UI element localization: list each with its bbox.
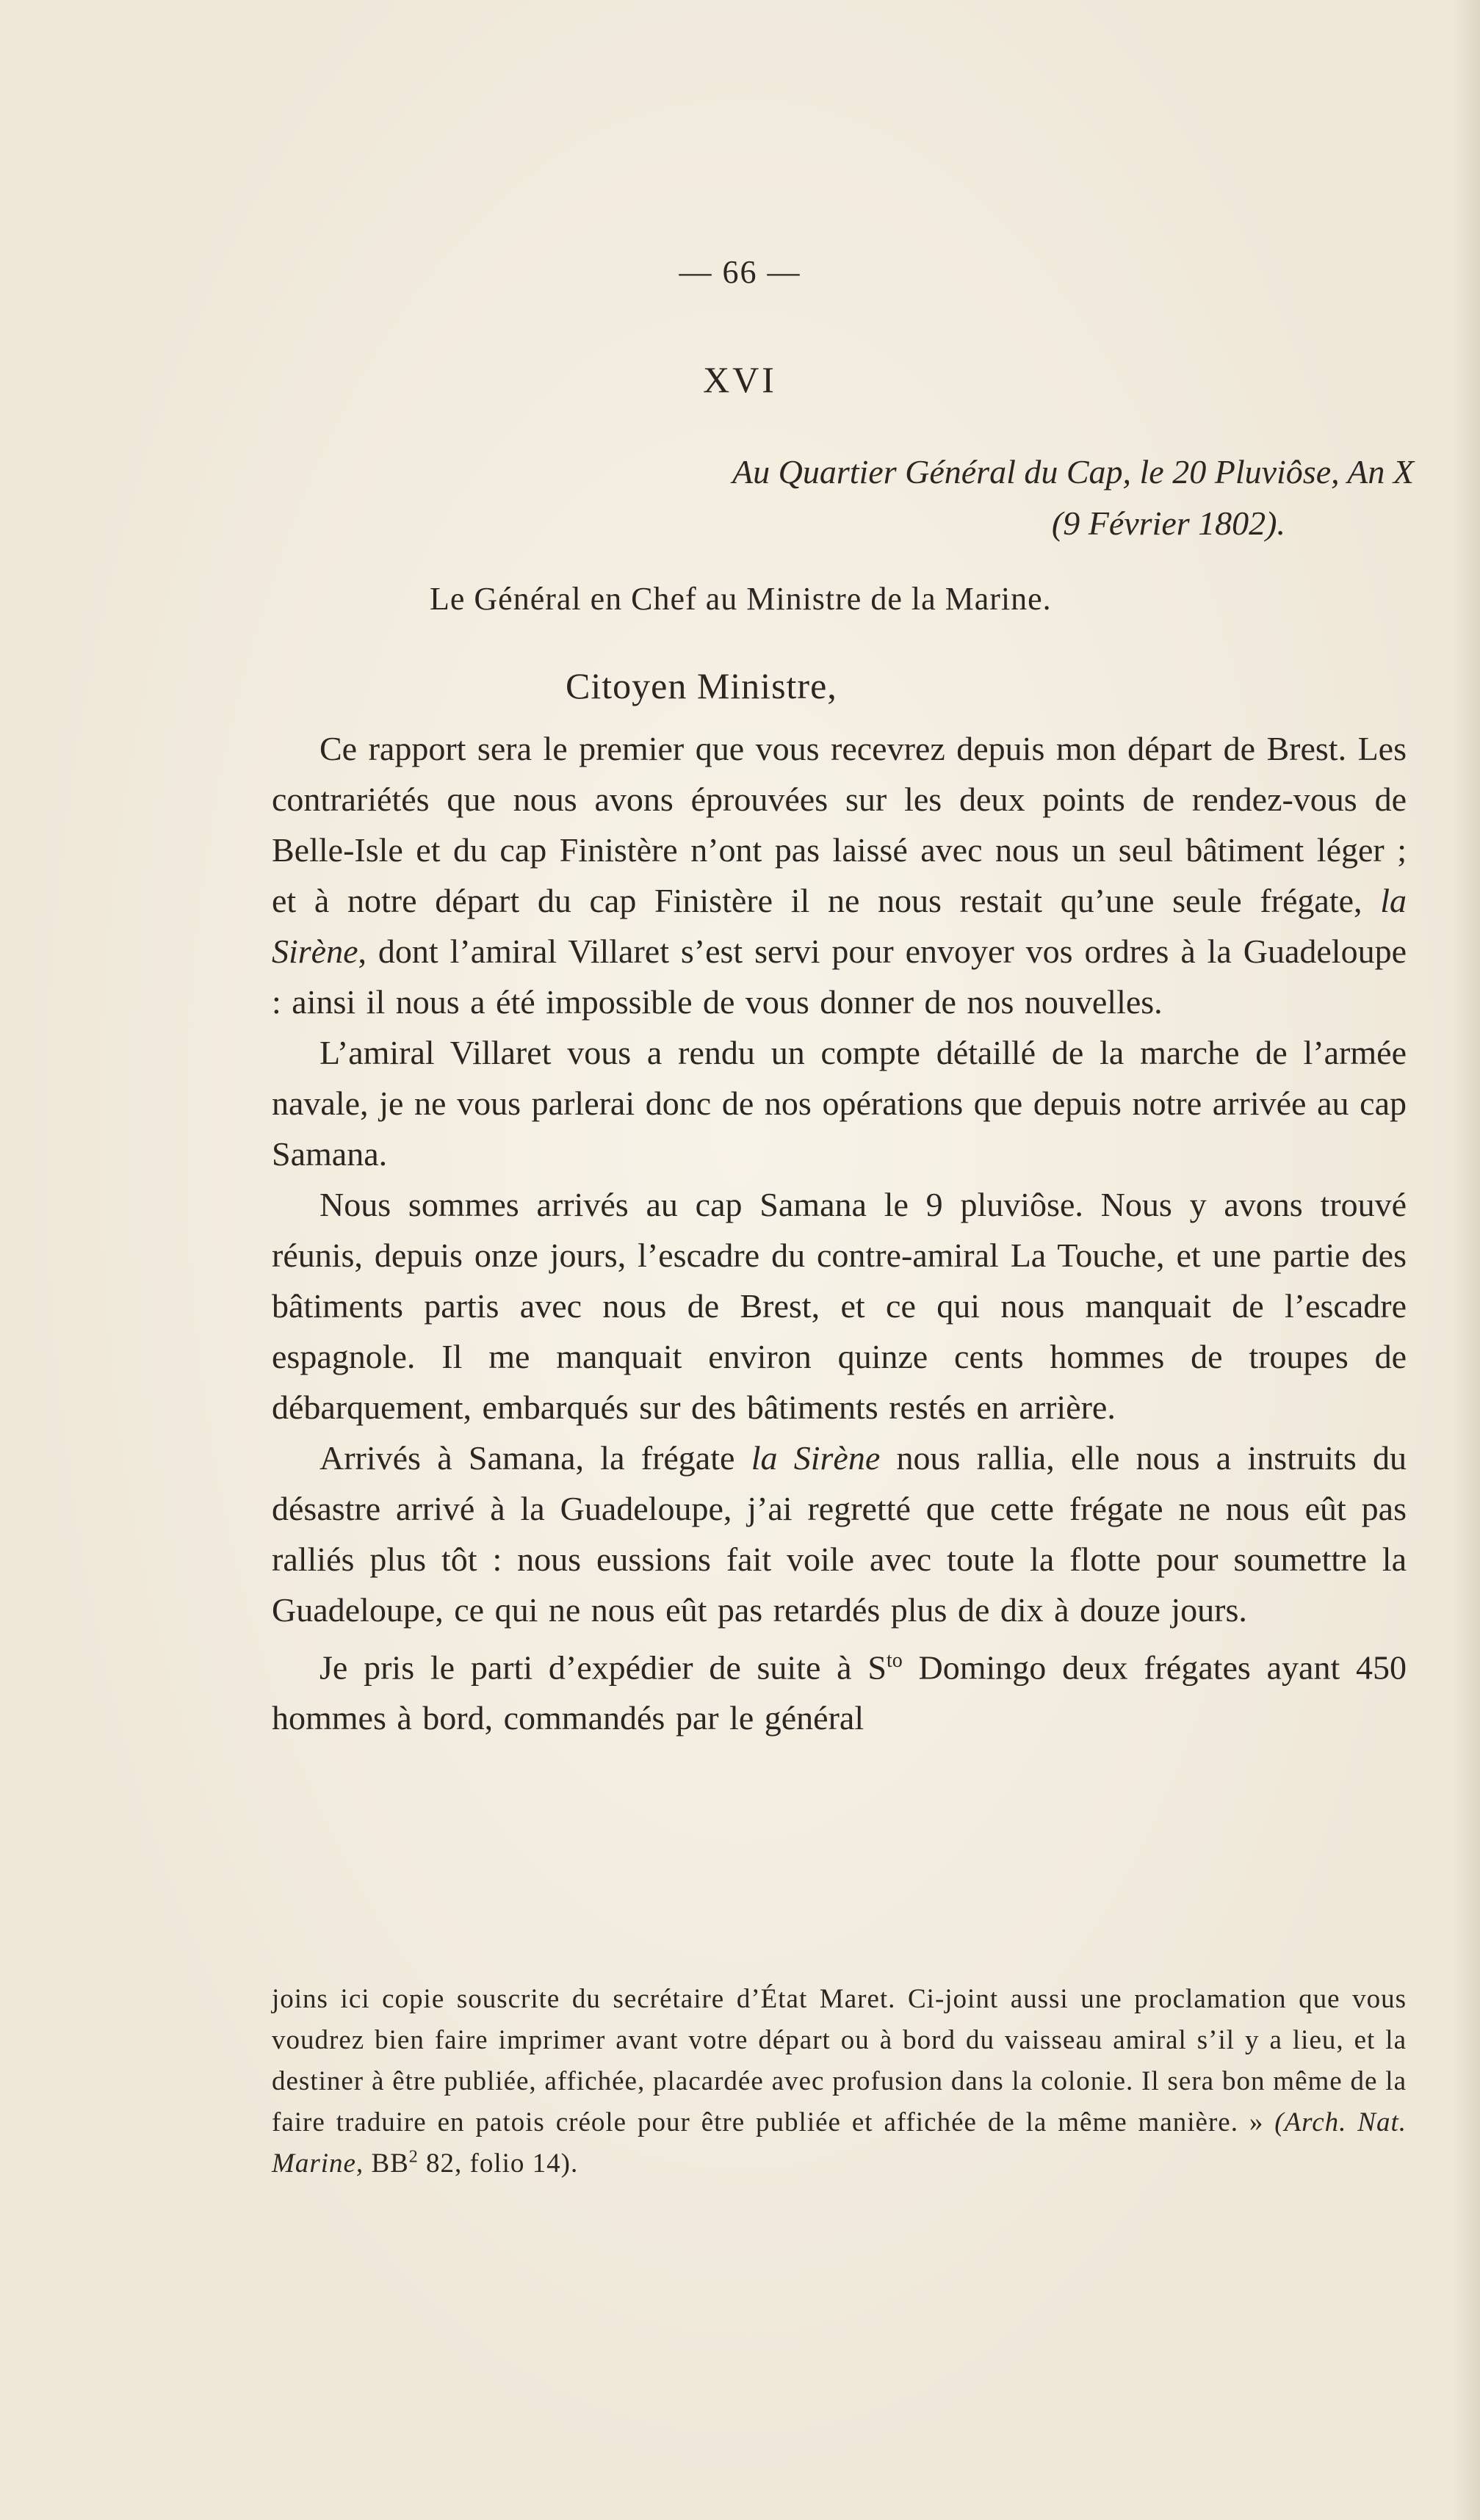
paragraph-3: Nous sommes arrivés au cap Samana le 9 pluviôse. Nous y avons trouvé réunis, depuis onze jours, l’escadre du contre-amiral La Touche, et une partie des bâtiments partis avec nous de Brest, et ce qui nous manquait de l’escadre espagnole. Il me manquait environ quinze cents hommes de troupes de débarquement, embarqués sur des bâtiments restés en arrière. <box>272 1186 1407 1426</box>
section-number: XVI <box>703 359 777 400</box>
ship-name: la Sirène <box>272 882 1407 970</box>
dateline-line-1: Au Quartier Général du Cap, le 20 Pluviôse, An X <box>732 453 1414 490</box>
superscript-to: to <box>886 1649 903 1672</box>
footnote-citation-end: 82, folio 14). <box>418 2148 579 2179</box>
footnote <box>272 1979 1407 2184</box>
paragraph-4-end: nous rallia, elle nous a instruits du désastre arrivé à la Guadeloupe, j’ai regretté que cette frégate ne nous eût pas ralliés plus tôt : nous eussions fait voile avec toute la flotte pour soumettre la Guadeloupe, ce qui ne nous eût pas retardés plus de dix à douze jours. <box>272 1439 1407 1629</box>
paragraph-2: L’amiral Villaret vous a rendu un compte détaillé de la marche de l’armée navale, je ne vous parlerai donc de nos opérations que depuis notre arrivée au cap Samana. <box>272 1034 1407 1173</box>
dateline-line-2: (9 Février 1802). <box>1051 504 1285 542</box>
paragraph-1-start: Ce rapport sera le premier que vous recevrez depuis mon départ de Brest. Les contrariétés que nous avons éprouvées sur les deux points de rendez-vous de Belle-Isle et du cap Finistère n’ont pas laissé avec nous un seul bâtiment léger ; et à notre départ du cap Finistère il ne nous restait qu’une seule frégate, <box>272 730 1407 919</box>
footnote-citation-italic: (Arch. Nat. Marine, <box>272 2107 1407 2179</box>
paragraph-4 <box>272 1433 1407 1635</box>
paragraph-1-end: , dont l’amiral Villaret s’est servi pour envoyer vos ordres à la Guadeloupe : ainsi il nous a été impossible de vous donner de nos nouvelles. <box>272 933 1407 1021</box>
paragraph-5 <box>272 1635 1407 1743</box>
addressee-line: Le Général en Chef au Ministre de la Marine. <box>430 581 1052 617</box>
paragraph-5-start: Je pris le parti d’expédier de suite à S <box>320 1648 887 1687</box>
footnote-citation-box: BB <box>364 2148 409 2179</box>
paragraph-5-end: Domingo deux frégates ayant 450 hommes à bord, commandés par le général <box>272 1648 1407 1737</box>
page-number: — 66 — <box>679 254 801 290</box>
paragraph-4-start: Arrivés à Samana, la frégate <box>320 1439 751 1477</box>
letter-body <box>272 723 1407 1743</box>
footnote-superscript: 2 <box>408 2147 419 2167</box>
ship-name-2: la Sirène <box>751 1439 881 1477</box>
salutation: Citoyen Ministre, <box>566 665 837 706</box>
paragraph-1 <box>272 723 1407 1027</box>
footnote-text: joins ici copie souscrite du secrétaire d’État Maret. Ci-joint aussi une proclamation que vous voudrez bien faire imprimer avant votre départ ou à bord du vaisseau amiral s’il y a lieu, et la destiner à être publiée, affichée, placardée avec profusion dans la colonie. Il sera bon même de la faire traduire en patois créole pour être publiée et affichée de la même manière. » <box>272 1984 1407 2137</box>
